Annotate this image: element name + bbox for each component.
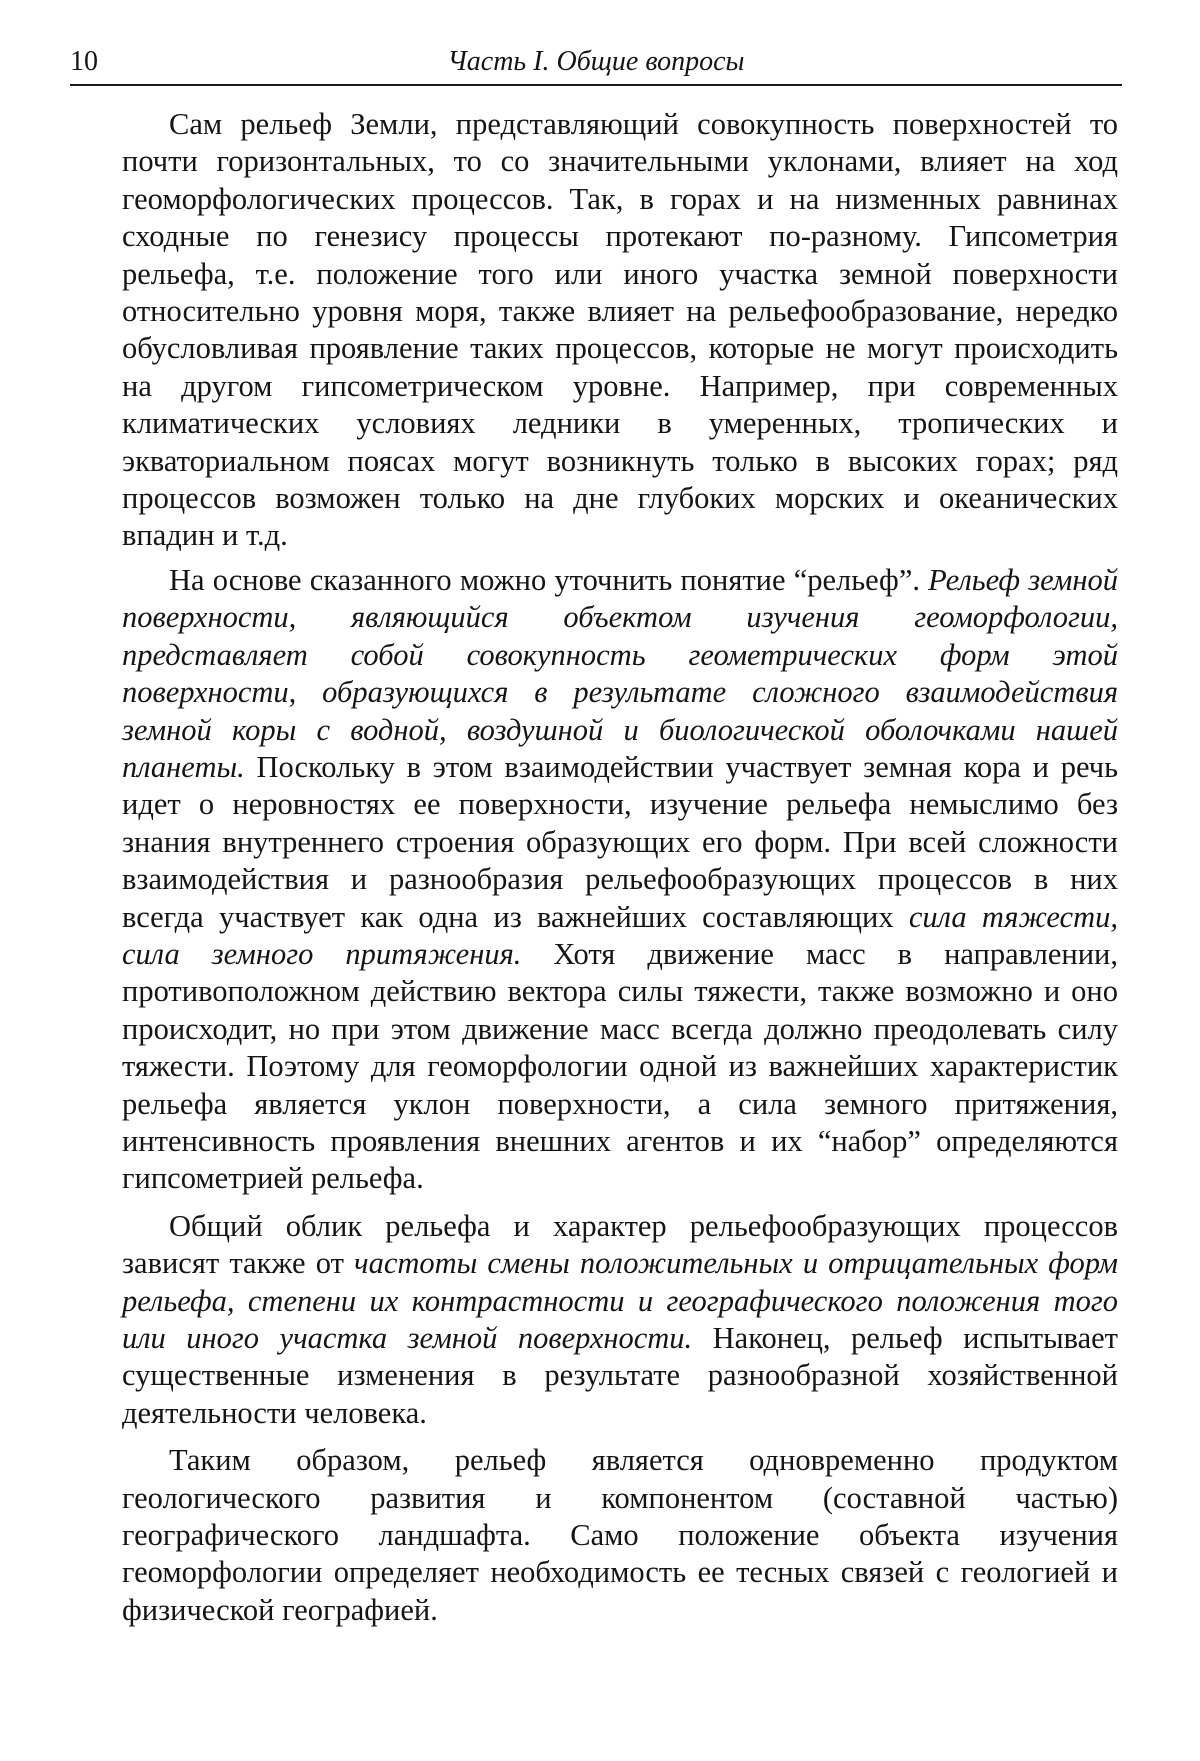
paragraph-4 [122,1442,1118,1629]
paragraph-2 [122,562,1118,1198]
running-header [70,42,1122,82]
paragraph-1 [122,106,1118,555]
running-title: Часть I. Общие вопросы [447,46,745,77]
paragraph-2-text-start: На основе сказанного можно уточнить понятие “рельеф”. [169,562,929,597]
paragraph-2-text-end: Хотя движение масс в направлении, противоположном действию вектора силы тяжести, также возможно и оно происходит, но при этом движение масс всегда должно преодолевать силу тяжести. Поэтому для геоморфологии одной из важнейших характеристик рельефа является уклон поверхности, а сила земного притяжения, интенсивность проявления внешних агентов и их “набор” определяются гипсометрией рельефа. [122,936,1118,1196]
paragraph-3-text-start: Общий облик рельефа и характер рельефообразующих процессов зависят также от [122,1208,1118,1281]
paragraph-3-text-end: Наконец, рельеф испытывает существенные изменения в результате разнообразной хозяйственной деятельности человека. [122,1321,1118,1430]
page-number: 10 [70,46,98,77]
header-rule [70,84,1122,86]
paragraph-3 [122,1208,1118,1432]
paragraph-2-text-middle: Поскольку в этом взаимодействии участвует земная кора и речь идет о неровностях ее поверхности, изучение рельефа немыслимо без знания внутреннего строения образующих его форм. При всей сложности взаимодействия и разнообразия рельефообразующих процессов в них всегда участвует как одна из важнейших составляющих [122,749,1118,934]
body-text [122,106,1118,1629]
relief-definition-italic: Рельеф земной поверхности, являющийся объектом изучения геоморфологии, представляет собой совокупность геометрических форм этой поверхности, образующихся в результате сложного взаимодействия земной коры с водной, воздушной и биологической оболочками нашей планеты. [122,562,1118,784]
gravity-italic: сила тяжести, сила земного притяжения. [122,899,1118,971]
paragraph-1-text: Сам рельеф Земли, представляющий совокупность поверхностей то почти горизонтальных, то со значительными уклонами, влияет на ход геоморфологических процессов. Так, в горах и на низменных равнинах сходные по генезису процессы протекают по-разному. Гипсометрия рельефа, т.е. положение того или иного участка земной поверхности относительно уровня моря, также влияет на рельефообразование, нередко обусловливая проявление таких процессов, которые не могут происходить на другом гипсометрическом уровне. Например, при современных климатических условиях ледники в умеренных, тропических и экваториальном поясах могут возникнуть только в высоких горах; ряд процессов возможен только на дне глубоких морских и океанических впадин и т.д. [122,107,1118,553]
landform-frequency-italic: частоты смены положительных и отрицательных форм рельефа, степени их контрастности и географического положения того или иного участка земной поверхности. [122,1246,1118,1355]
paragraph-4-text: Таким образом, рельеф является одновременно продуктом геологического развития и компонентом (составной частью) географического ландшафта. Само положение объекта изучения геоморфологии определяет необходимость ее тесных связей с геологией и физической географией. [122,1443,1118,1627]
